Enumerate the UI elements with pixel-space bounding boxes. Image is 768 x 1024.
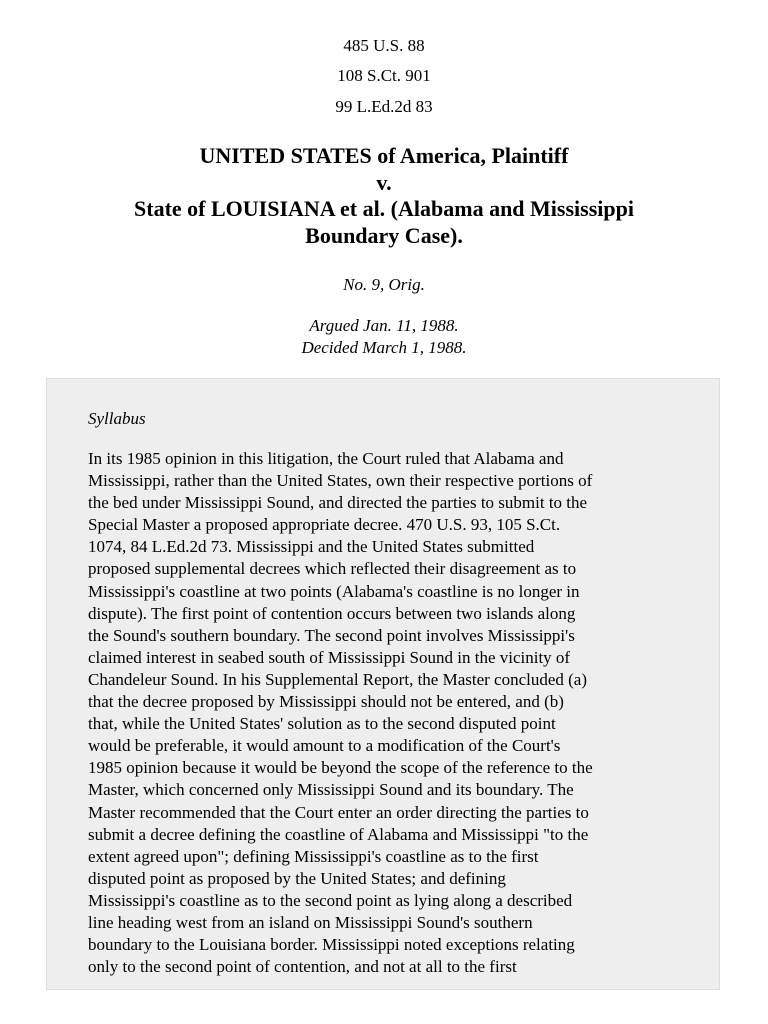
docket-number: No. 9, Orig. (343, 275, 425, 294)
syllabus-line: Special Master a proposed appropriate decree. 470 U.S. 93, 105 S.Ct. (88, 515, 561, 535)
syllabus-body (88, 448, 688, 978)
syllabus-line: only to the second point of contention, and not at all to the first (88, 957, 517, 977)
syllabus-line: claimed interest in seabed south of Mississippi Sound in the vicinity of (88, 647, 571, 667)
case-title-versus: v. (376, 169, 392, 195)
syllabus-line: boundary to the Louisiana border. Mississippi noted exceptions relating (88, 935, 575, 955)
syllabus-line: 1985 opinion because it would be beyond the scope of the reference to the (88, 758, 593, 778)
syllabus-line: submit a decree defining the coastline of Alabama and Mississippi "to the (88, 824, 589, 844)
syllabus-line: line heading west from an island on Mississippi Sound's southern (88, 912, 533, 932)
citation-lawyers-edition: 99 L.Ed.2d 83 (335, 97, 433, 116)
syllabus-line: In its 1985 opinion in this litigation, the Court ruled that Alabama and (88, 449, 564, 468)
citation-us-reports: 485 U.S. 88 (343, 36, 425, 55)
decided-date: Decided March 1, 1988. (301, 338, 467, 357)
syllabus-heading: Syllabus (88, 409, 146, 428)
syllabus-line: the bed under Mississippi Sound, and directed the parties to submit to the (88, 493, 588, 513)
syllabus-line: disputed point as proposed by the United States; and defining (88, 868, 506, 888)
syllabus-line: Chandeleur Sound. In his Supplemental Report, the Master concluded (a) (88, 669, 588, 689)
syllabus-line: Mississippi's coastline as to the second point as lying along a described (88, 890, 573, 910)
syllabus-line: the Sound's southern boundary. The second point involves Mississippi's (88, 625, 575, 645)
syllabus-line: dispute). The first point of contention occurs between two islands along (88, 603, 576, 623)
syllabus-line: extent agreed upon"; defining Mississippi's coastline as to the first (88, 846, 539, 866)
syllabus-line: Mississippi's coastline at two points (Alabama's coastline is no longer in (88, 581, 580, 601)
syllabus-line: 1074, 84 L.Ed.2d 73. Mississippi and the United States submitted (88, 537, 535, 557)
syllabus-line: Master, which concerned only Mississippi Sound and its boundary. The (88, 780, 574, 800)
syllabus-line: that, while the United States' solution as to the second disputed point (88, 714, 556, 734)
syllabus-line: proposed supplemental decrees which reflected their disagreement as to (88, 559, 577, 579)
case-title-defendant: State of LOUISIANA et al. (Alabama and Mississippi (134, 196, 634, 221)
syllabus-line: that the decree proposed by Mississippi should not be entered, and (b) (88, 692, 564, 712)
case-title-defendant-cont: Boundary Case). (305, 222, 463, 248)
syllabus-line: Mississippi, rather than the United States, own their respective portions of (88, 471, 593, 491)
case-title-plaintiff: UNITED STATES of America, Plaintiff (199, 143, 569, 168)
citation-supreme-court-reporter: 108 S.Ct. 901 (337, 66, 431, 85)
syllabus-line: would be preferable, it would amount to a modification of the Court's (88, 736, 561, 756)
argued-date: Argued Jan. 11, 1988. (309, 316, 459, 335)
case-title (0, 143, 768, 249)
syllabus-line: Master recommended that the Court enter an order directing the parties to (88, 802, 589, 822)
syllabus-panel (46, 378, 720, 990)
